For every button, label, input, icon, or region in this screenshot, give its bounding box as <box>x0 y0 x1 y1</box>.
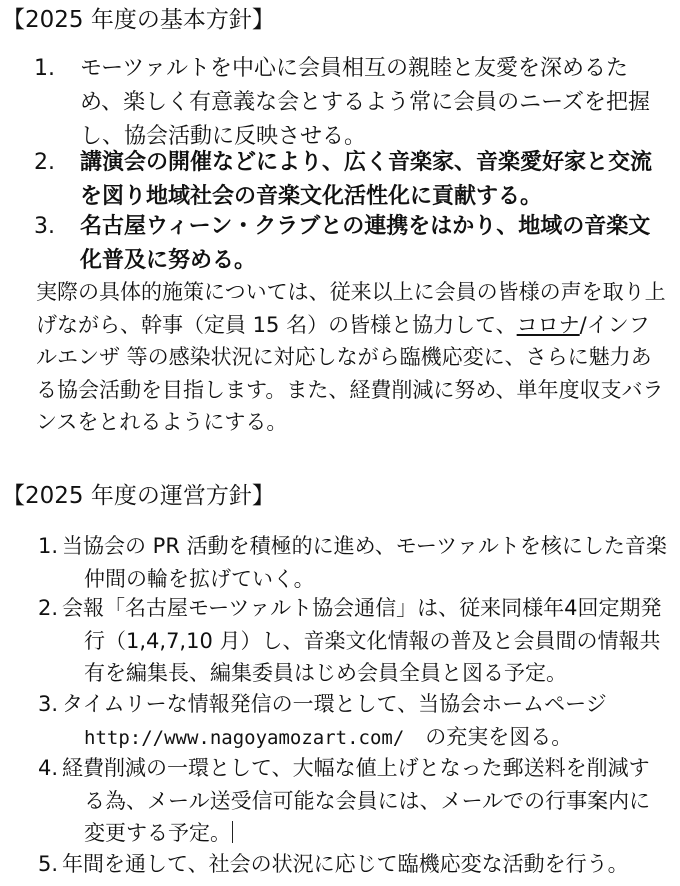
homepage-url-link[interactable]: http://www.nagoyamozart.com/ <box>84 726 405 749</box>
policy-item-3 <box>0 210 670 278</box>
operations-item-3-text-after: の充実を図る。 <box>404 724 573 749</box>
operations-item-2-number: 2. <box>38 596 59 620</box>
operations-policy-heading: 【2025 年度の運営方針】 <box>2 483 275 509</box>
operations-item-4 <box>38 752 668 850</box>
operations-item-1-number: 1. <box>38 534 59 558</box>
basic-policy-heading: 【2025 年度の基本方針】 <box>2 7 275 33</box>
operations-item-3-text-before: タイムリーな情報発信の一環として、当協会ホームページ <box>62 692 607 716</box>
policy-item-1-number: 1. <box>34 56 55 81</box>
operations-item-1 <box>38 530 668 595</box>
policy-item-3-text: 名古屋ウィーン・クラブとの連携をはかり、地域の音楽文化普及に努める。 <box>80 214 651 273</box>
policy-item-1 <box>0 52 670 154</box>
policy-paragraph-text-before: 実際の具体的施策については、従来以上に会員の皆様の声を取り上げながら、幹事（定員 15 名）の皆様と協力して、 <box>36 280 666 337</box>
operations-item-4-text <box>62 752 668 850</box>
operations-item-2-text: 会報「名古屋モーツァルト協会通信」は、従来同様年4回定期発行（1,4,7,10 月）し、音楽文化情報の普及と会員間の情報共有を編集長、編集委員はじめ会員全員と図る予定。 <box>62 596 662 685</box>
operations-item-5-number: 5. <box>38 852 59 876</box>
operations-item-2 <box>38 592 668 690</box>
operations-item-4-text-content: 経費削減の一環として、大幅な値上げとなった郵送料を削減する為、メール送受信可能な会員には、メールでの行事案内に変更する予定。 <box>62 756 651 845</box>
policy-paragraph <box>36 276 666 439</box>
operations-item-5 <box>38 848 668 881</box>
policy-item-3-number: 3. <box>34 214 55 239</box>
operations-item-3-number: 3. <box>38 692 59 716</box>
operations-item-3 <box>38 688 668 754</box>
policy-item-2 <box>0 146 670 214</box>
operations-item-4-number: 4. <box>38 756 59 780</box>
operations-item-5-text: 年間を通して、社会の状況に応じて臨機応変な活動を行う。 <box>62 852 629 876</box>
policy-paragraph-text-after: /インフルエンザ 等の感染状況に対応しながら臨機応変に、さらに魅力ある協会活動を目指します。また、経費削減に努め、単年度収支バランスをとれるようにする。 <box>36 312 664 434</box>
policy-item-1-text: モーツァルトを中心に会員相互の親睦と友愛を深めるため、楽しく有意義な会とするよう常に会員のニーズを把握し、協会活動に反映させる。 <box>80 56 651 149</box>
operations-item-1-text: 当協会の PR 活動を積極的に進め、モーツァルトを核にした音楽仲間の輪を拡げていく。 <box>62 534 667 591</box>
policy-item-2-text: 講演会の開催などにより、広く音楽家、音楽愛好家と交流を図り地域社会の音楽文化活性化に貢献する。 <box>80 150 653 209</box>
policy-item-2-number: 2. <box>34 150 55 175</box>
policy-paragraph-underlined-text: コロナ <box>516 312 580 337</box>
operations-item-3-text <box>62 688 668 754</box>
text-cursor <box>232 821 233 843</box>
